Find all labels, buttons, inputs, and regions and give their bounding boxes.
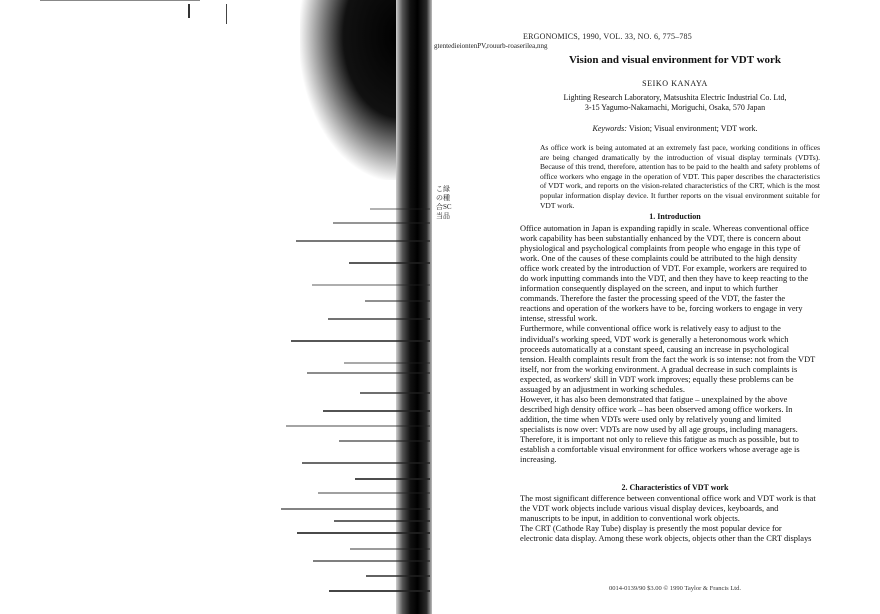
margin-fragment: 品: [443, 212, 450, 220]
body-line: specialists is now over: VDTs are now used by all age groups, including managers.: [520, 424, 798, 434]
gutter-smear: [329, 590, 430, 592]
gutter-smear: [350, 548, 430, 550]
gutter-smear: [286, 425, 430, 427]
gutter-smear: [313, 560, 430, 562]
margin-fragment: rou: [487, 42, 497, 50]
gutter-smear: [312, 284, 430, 286]
gutter-smear: [344, 362, 430, 364]
margin-fragment: nng: [537, 42, 548, 50]
paper-title: Vision and visual environment for VDT work: [568, 54, 782, 66]
gutter-smear: [302, 462, 430, 464]
margin-fragment: gte: [434, 42, 443, 50]
gutter-smear: [296, 240, 430, 242]
body-line: manuscripts to be input, in addition to conventional work objects.: [520, 514, 740, 524]
body-line: tension. Health complaints result from the fact the work is so intense: not from the VDT: [520, 354, 816, 364]
body-line: increasing.: [520, 455, 557, 465]
body-line: the VDT work objects include various visual display devices, keyboards, and: [520, 504, 779, 514]
body-line: establish a comfortable visual environment for office workers whose average age is: [520, 445, 800, 455]
gutter-smear: [349, 262, 430, 264]
body-line: information consequently displayed on the screen, and input to which further: [520, 284, 778, 294]
gutter-smear: [307, 372, 430, 374]
keywords-label: Keywords:: [592, 124, 627, 133]
gutter-smear: [334, 520, 430, 522]
section-body: [520, 224, 830, 465]
body-line: proceeds automatically at a constant speed, causing an increase in psychological: [520, 344, 790, 354]
margin-fragment: 種: [443, 194, 450, 202]
body-line: electronic data display. Among these work objects, objects other than the CRT displays: [520, 534, 812, 544]
body-line: reactions and operation of the workers have to be, forcing workers to engage in very: [520, 304, 803, 314]
gutter-smear: [366, 575, 430, 577]
margin-fragment: 緑: [443, 185, 450, 193]
body-line: office work created by the introduction of VDT. For example, workers are required to: [520, 264, 807, 274]
author-name: SEIKO KANAYA: [642, 79, 708, 88]
keywords: [520, 124, 830, 133]
margin-fragment: 合: [436, 203, 443, 211]
scan-mark: [188, 4, 190, 18]
margin-fragment: ro: [508, 42, 514, 50]
left-page-fragments: [434, 42, 548, 52]
margin-fragment: ten: [468, 42, 478, 50]
affiliation-line: Lighting Research Laboratory, Matsushita Electric Industrial Co. Ltd,: [563, 93, 787, 102]
gutter-smear: [360, 392, 430, 394]
scan-edge-line: [40, 0, 200, 1]
margin-fragment: ilea,: [525, 42, 537, 50]
body-line: described high density office work – has been observed among office workers. In: [520, 404, 793, 414]
scan-mark: [226, 4, 227, 24]
body-line: Office automation in Japan is expanding rapidly in scale. Whereas conventional office: [520, 224, 809, 233]
gutter-smear: [323, 410, 430, 412]
body-line: individual's working speed, VDT work is generally a heteronomous work which: [520, 334, 789, 344]
keywords-value: Vision; Visual environment; VDT work.: [628, 124, 758, 133]
margin-fragment: nte: [442, 42, 452, 50]
affiliation: [520, 93, 830, 113]
gutter-smear: [333, 222, 430, 224]
abstract: As office work is being automated at an extremely fast pace, working conditions in offices are being changed dramatically by the introduction of visual display terminals (VDTs). Because of this trend, therefore, attention has to be paid to the health and safety problems of office workers who engage in the operation of VDT. This paper describes the characteristics of VDT work, and reports on the vision-related characteristics of the CRT, which is the most popular information display device. It further reports on the visual environment suitable for VDT work.: [540, 143, 820, 210]
body-line: Furthermore, while conventional office work is relatively easy to adjust to the: [520, 324, 781, 334]
gutter-smear: [297, 532, 430, 534]
body-line: expected, as workers' skill in VDT work improves; equally these problems can be: [520, 374, 794, 384]
gutter-smear: [355, 478, 430, 480]
affiliation-line: 3-15 Yagumo-Nakamachi, Moriguchi, Osaka, 570 Japan: [584, 103, 766, 112]
body-line: intense, stressful work.: [520, 314, 598, 324]
gutter-smear: [365, 300, 430, 302]
body-line: commands. Therefore the faster the processing speed of the VDT, the faster the: [520, 294, 786, 304]
margin-fragment: 当: [436, 212, 443, 220]
body-line: The CRT (Cathode Ray Tube) display is presently the most popular device for: [520, 524, 782, 534]
margin-fragment: die: [451, 42, 460, 50]
margin-fragment: urb-: [496, 42, 509, 50]
copyright-footer: 0014-0139/90 $3.00 © 1990 Taylor & Francis Ltd.: [608, 585, 741, 592]
gutter-smear: [370, 208, 430, 210]
section-body: [520, 494, 830, 544]
binding-shadow: [300, 0, 400, 180]
body-line: Therefore, it is important not only to relieve this fatigue as much as possible, but to: [520, 434, 799, 444]
margin-fragment: PV,: [477, 42, 487, 50]
margin-fragment: aser: [513, 42, 526, 50]
journal-citation: ERGONOMICS, 1990, VOL. 33, NO. 6, 775–785: [523, 32, 692, 41]
gutter-smear: [318, 492, 430, 494]
section-heading: 2. Characteristics of VDT work: [621, 483, 729, 492]
body-line: However, it has also been demonstrated that fatigue – unexplained by the above: [520, 394, 788, 404]
body-line: itself, nor from the working environment. A gradual decrease in such complaints is: [520, 364, 798, 374]
left-page-fragments-cjk: [436, 185, 452, 221]
margin-fragment: SC: [443, 203, 452, 211]
body-line: addition, the time when VDTs were used only by relatively young and limited: [520, 414, 781, 424]
gutter-smear: [339, 440, 430, 442]
body-line: physiological and psychological complaints from people who engage in this type of: [520, 244, 801, 254]
margin-fragment: の: [436, 194, 443, 202]
margin-fragment: ion: [459, 42, 469, 50]
body-line: work capability has been substantially enhanced by the VDT, there is concern about: [520, 234, 801, 244]
body-line: work. One of the causes of these complaints could be attributed to the high density: [520, 254, 798, 264]
section-heading: 1. Introduction: [649, 212, 701, 221]
body-line: assuaged by an adjustment in working schedules.: [520, 384, 685, 394]
gutter-smear: [328, 318, 430, 320]
margin-fragment: こ: [436, 185, 443, 193]
body-line: do work inputting commands into the VDT, and then they have to keep reacting to the: [520, 274, 809, 284]
body-line: The most significant difference between conventional office work and VDT work is that: [520, 494, 816, 503]
gutter-smear: [291, 340, 430, 342]
gutter-smear: [281, 508, 430, 510]
